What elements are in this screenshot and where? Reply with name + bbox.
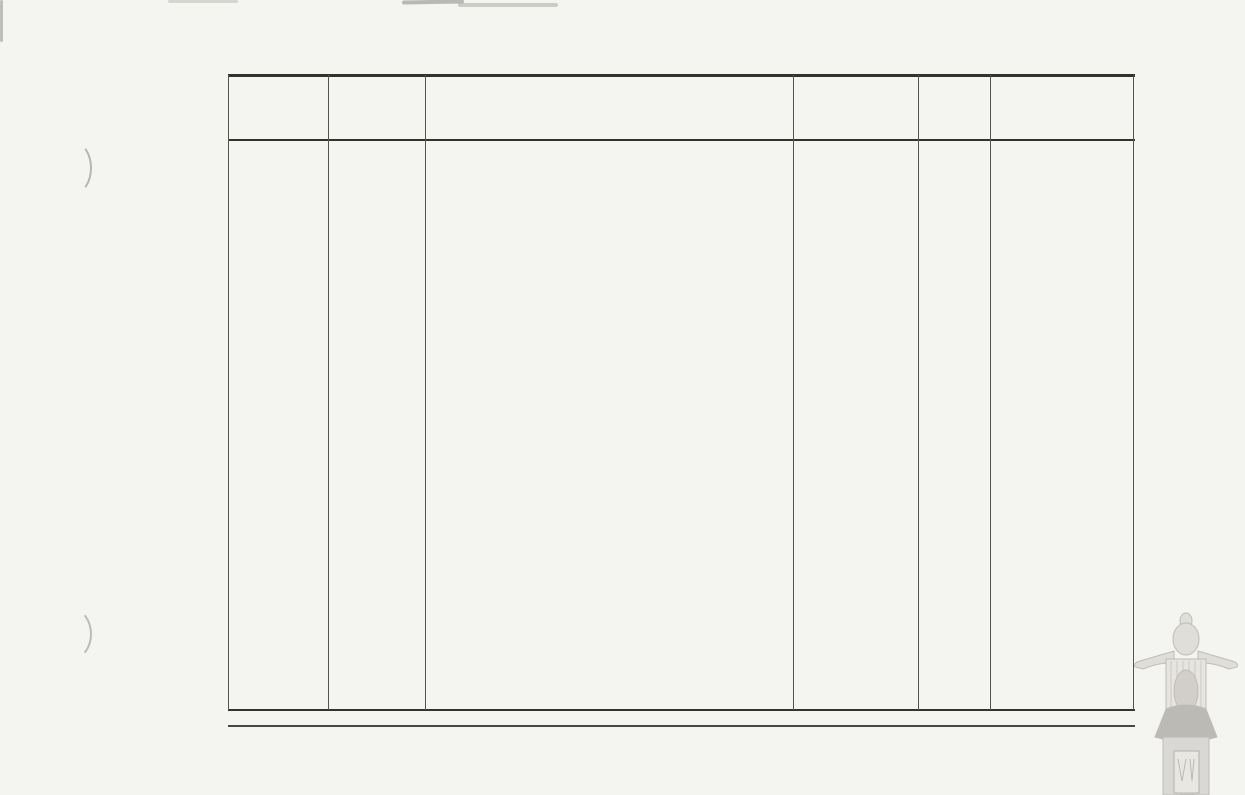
table-header-rule xyxy=(228,139,1135,141)
scan-smudge xyxy=(402,0,464,5)
footer-rule xyxy=(228,725,1135,727)
table-bottom-rule xyxy=(228,709,1135,711)
table-top-rule xyxy=(228,74,1135,77)
column-divider xyxy=(918,75,919,710)
column-divider xyxy=(425,75,426,710)
scan-smudge xyxy=(0,0,3,42)
scooter-watermark-image xyxy=(1128,611,1245,795)
column-divider xyxy=(328,75,329,710)
scan-smudge xyxy=(168,0,238,3)
column-divider xyxy=(990,75,991,710)
scan-smudge xyxy=(458,3,558,7)
table-border-left xyxy=(228,75,229,710)
binding-mark xyxy=(52,608,92,660)
binding-mark xyxy=(58,142,92,194)
column-divider xyxy=(793,75,794,710)
